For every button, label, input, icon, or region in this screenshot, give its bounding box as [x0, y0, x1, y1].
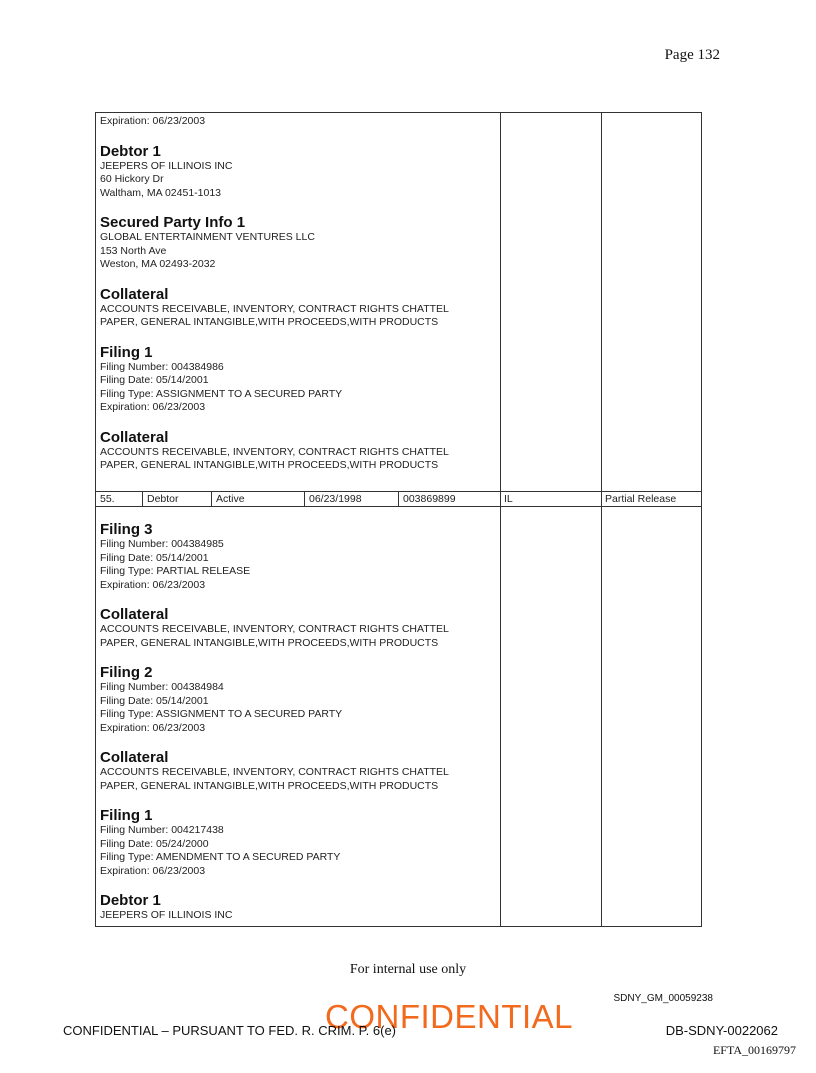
lower-section	[96, 521, 500, 937]
block-heading: Collateral	[100, 428, 169, 446]
block-line: PAPER, GENERAL INTANGIBLE,WITH PROCEEDS,WITH PRODUCTS	[100, 459, 439, 471]
collateral-block	[100, 749, 500, 793]
block-line: Expiration: 06/23/2003	[100, 401, 206, 413]
block-line: ACCOUNTS RECEIVABLE, INVENTORY, CONTRACT RIGHTS CHATTEL	[100, 623, 449, 635]
block-line: PAPER, GENERAL INTANGIBLE,WITH PROCEEDS,WITH PRODUCTS	[100, 636, 439, 649]
filing-block	[100, 344, 500, 415]
collateral-block	[100, 606, 500, 650]
block-line: Filing Type: ASSIGNMENT TO A SECURED PARTY	[100, 387, 343, 400]
block-heading: Filing 3	[100, 521, 153, 538]
block-heading: Collateral	[100, 285, 169, 303]
efta-id: EFTA_00169797	[712, 1043, 796, 1057]
block-line: Expiration: 06/23/2003	[100, 721, 206, 734]
row-state: IL	[504, 493, 513, 505]
confidential-stamp: CONFIDENTIAL	[325, 998, 574, 1035]
block-line: Waltham, MA 02451-1013	[100, 186, 222, 199]
block-line: ACCOUNTS RECEIVABLE, INVENTORY, CONTRACT RIGHTS CHATTEL	[100, 302, 449, 315]
block-line: Filing Date: 05/24/2000	[100, 837, 209, 850]
block-line: Filing Number: 004384985	[100, 538, 224, 550]
block-heading: Filing 2	[100, 664, 153, 681]
block-line: Expiration: 06/23/2003	[100, 864, 206, 877]
block-line: Filing Number: 004217438	[100, 824, 224, 836]
block-line: ACCOUNTS RECEIVABLE, INVENTORY, CONTRACT RIGHTS CHATTEL	[100, 766, 449, 778]
bates-number: SDNY_GM_00059238	[613, 993, 713, 1004]
block-line: PAPER, GENERAL INTANGIBLE,WITH PROCEEDS,WITH PRODUCTS	[100, 316, 439, 328]
block-line: Filing Type: PARTIAL RELEASE	[100, 565, 251, 577]
collateral-block	[100, 429, 500, 473]
row-date: 06/23/1998	[304, 492, 362, 506]
collateral-block	[100, 286, 500, 330]
block-heading: Filing 1	[100, 807, 153, 824]
block-line: JEEPERS OF ILLINOIS INC	[100, 909, 233, 921]
block-line: ACCOUNTS RECEIVABLE, INVENTORY, CONTRACT RIGHTS CHATTEL	[100, 445, 449, 458]
block-heading: Debtor 1	[100, 142, 161, 160]
block-line: 60 Hickory Dr	[100, 173, 164, 185]
page-number: Page 132	[664, 47, 720, 63]
secured-party-block	[100, 214, 500, 272]
block-heading: Filing 1	[100, 343, 153, 361]
row-type: Partial Release	[605, 493, 677, 505]
expiration-line: Expiration: 06/23/2003	[100, 115, 206, 127]
filing-block	[100, 664, 500, 735]
block-line: JEEPERS OF ILLINOIS INC	[100, 159, 233, 172]
expiration-block	[100, 115, 500, 129]
bates-number-right: DB-SDNY-0022062	[665, 1023, 778, 1038]
block-heading: Collateral	[100, 749, 169, 766]
filing-block	[100, 521, 500, 592]
row-party: Debtor	[142, 492, 179, 506]
block-line: Filing Type: AMENDMENT TO A SECURED PARTY	[100, 851, 341, 863]
column-divider	[500, 113, 501, 926]
block-line: PAPER, GENERAL INTANGIBLE,WITH PROCEEDS,WITH PRODUCTS	[100, 779, 439, 792]
row-status: Active	[211, 492, 245, 506]
summary-row	[96, 491, 701, 507]
block-heading: Collateral	[100, 606, 169, 623]
block-line: Filing Date: 05/14/2001	[100, 374, 209, 386]
filing-block	[100, 807, 500, 878]
block-line: Filing Date: 05/14/2001	[100, 551, 209, 564]
block-line: Filing Number: 004384986	[100, 360, 224, 373]
column-divider	[601, 113, 602, 926]
confidential-notice: CONFIDENTIAL – PURSUANT TO FED. R. CRIM. P. 6(e)	[63, 1023, 397, 1038]
row-number: 55.	[100, 493, 115, 505]
debtor-block	[100, 892, 500, 923]
block-line: Filing Date: 05/14/2001	[100, 694, 209, 707]
block-line: 153 North Ave	[100, 244, 167, 257]
block-line: Expiration: 06/23/2003	[100, 578, 206, 591]
debtor-block	[100, 143, 500, 201]
block-heading: Secured Party Info 1	[100, 214, 246, 231]
block-line: Filing Number: 004384984	[100, 681, 224, 693]
block-heading: Debtor 1	[100, 892, 161, 909]
record-table	[95, 112, 702, 927]
internal-use-note: For internal use only	[349, 962, 467, 977]
block-line: GLOBAL ENTERTAINMENT VENTURES LLC	[100, 231, 315, 243]
block-line: Weston, MA 02493-2032	[100, 258, 216, 270]
block-line: Filing Type: ASSIGNMENT TO A SECURED PARTY	[100, 708, 343, 720]
row-filing-number: 003869899	[398, 492, 456, 506]
upper-section	[96, 115, 500, 487]
